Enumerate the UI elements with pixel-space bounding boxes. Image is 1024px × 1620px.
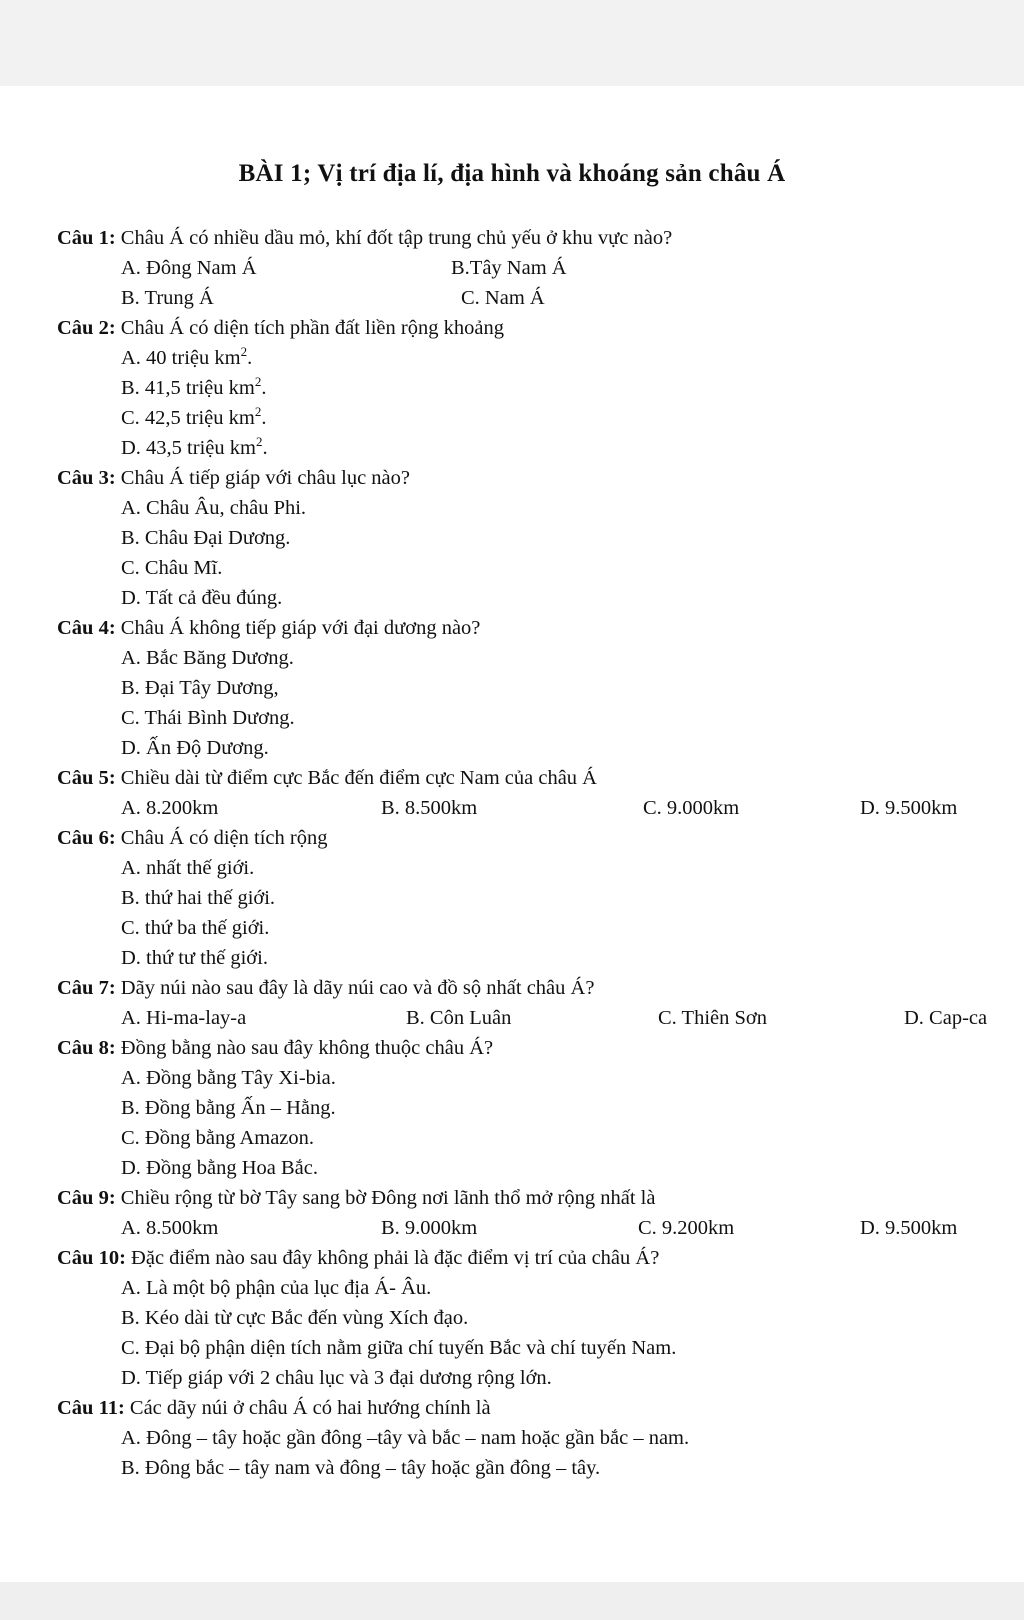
option-d: D. Ấn Độ Dương.	[121, 737, 269, 759]
option-c: C. 9.200km	[638, 1217, 735, 1239]
question-text: Châu Á có nhiều dầu mỏ, khí đốt tập trung chủ yếu ở khu vực nào?	[115, 227, 673, 249]
option-a: A. 8.500km	[121, 1217, 219, 1239]
page-title: BÀI 1; Vị trí địa lí, địa hình và khoáng sản châu Á	[238, 160, 786, 187]
option-row	[0, 1213, 1024, 1243]
question-text: Đặc điểm nào sau đây không phải là đặc điểm vị trí của châu Á?	[125, 1247, 660, 1269]
question-number: Câu 11:	[57, 1397, 125, 1419]
option-row	[0, 1003, 1024, 1033]
question-text: Đồng bằng nào sau đây không thuộc châu Á?	[115, 1037, 494, 1059]
top-margin	[0, 0, 1024, 86]
option-a: A. 8.200km	[121, 797, 219, 819]
option-b: B. 41,5 triệu $km^2$.	[121, 374, 267, 399]
option-c: C. Thái Bình Dương.	[121, 707, 295, 729]
question-7	[0, 973, 1024, 1003]
question-11	[0, 1393, 1024, 1423]
option-d: D. thứ tư thế giới.	[121, 947, 268, 969]
option-a: A. Là một bộ phận của lục địa Á- Âu.	[121, 1277, 432, 1299]
option-b: B.Tây Nam Á	[451, 257, 567, 279]
option-c: C. 42,5 triệu $km^2$.	[121, 404, 267, 429]
option-c: C. thứ ba thế giới.	[121, 917, 270, 939]
option-b: B. Đồng bằng Ấn – Hằng.	[121, 1097, 336, 1119]
option-c: C. 9.000km	[643, 797, 740, 819]
option-b: B. 8.500km	[381, 797, 478, 819]
question-text: Châu Á tiếp giáp với châu lục nào?	[115, 467, 411, 489]
option-d: D. 43,5 triệu $km^2$.	[121, 434, 268, 459]
option-a: A. Hi-ma-lay-a	[121, 1007, 247, 1029]
option-b: B. Kéo dài từ cực Bắc đến vùng Xích đạo.	[121, 1307, 469, 1329]
option-b: B. thứ hai thế giới.	[121, 887, 276, 909]
option-d: D. Tiếp giáp với 2 châu lục và 3 đại dương rộng lớn.	[121, 1367, 552, 1389]
question-list	[0, 223, 1024, 1483]
superscript: 2	[254, 404, 262, 420]
option-d: D. Đồng bằng Hoa Bắc.	[121, 1157, 318, 1179]
superscript: 2	[240, 344, 248, 360]
option-row	[0, 793, 1024, 823]
question-number: Câu 7:	[57, 977, 116, 999]
option-a: A. Đông – tây hoặc gần đông –tây và bắc – nam hoặc gần bắc – nam.	[121, 1427, 690, 1449]
question-3	[0, 463, 1024, 493]
question-number: Câu 8:	[57, 1037, 116, 1059]
question-4	[0, 613, 1024, 643]
question-text: Châu Á không tiếp giáp với đại dương nào?	[115, 617, 481, 639]
option-d: D. 9.500km	[860, 1217, 958, 1239]
question-number: Câu 9:	[57, 1187, 116, 1209]
question-5	[0, 763, 1024, 793]
bottom-margin	[0, 1582, 1024, 1620]
option-d: D. Tất cả đều đúng.	[121, 587, 283, 609]
question-number: Câu 6:	[57, 827, 116, 849]
question-9	[0, 1183, 1024, 1213]
option-b: B. Côn Luân	[406, 1007, 512, 1029]
superscript: 2	[254, 374, 262, 390]
option-a: A. Châu Âu, châu Phi.	[121, 497, 307, 519]
option-c: C. Đại bộ phận diện tích nằm giữa chí tuyến Bắc và chí tuyến Nam.	[121, 1337, 677, 1359]
question-number: Câu 5:	[57, 767, 116, 789]
option-a: A. Đông Nam Á	[121, 257, 257, 279]
option-c: C. Châu Mĩ.	[121, 557, 223, 579]
question-2	[0, 313, 1024, 343]
question-number: Câu 3:	[57, 467, 116, 489]
option-b: B. Đông bắc – tây nam và đông – tây hoặc gần đông – tây.	[121, 1457, 601, 1479]
question-8	[0, 1033, 1024, 1063]
option-a: A. nhất thế giới.	[121, 857, 255, 879]
question-text: Châu Á có diện tích phần đất liền rộng khoảng	[115, 317, 504, 339]
question-text: Các dãy núi ở châu Á có hai hướng chính là	[124, 1397, 491, 1419]
option-b: B. Châu Đại Dương.	[121, 527, 291, 549]
superscript: 2	[255, 434, 263, 450]
option-row	[0, 253, 1024, 283]
question-number: Câu 4:	[57, 617, 116, 639]
question-number: Câu 1:	[57, 227, 116, 249]
document-page	[0, 86, 1024, 1582]
question-text: Châu Á có diện tích rộng	[115, 827, 328, 849]
question-6	[0, 823, 1024, 853]
option-b: B. 9.000km	[381, 1217, 478, 1239]
question-number: Câu 2:	[57, 317, 116, 339]
option-b: B. Trung Á	[121, 287, 214, 309]
option-b: B. Đại Tây Dương,	[121, 677, 279, 699]
question-10	[0, 1243, 1024, 1273]
question-text: Chiều dài từ điểm cực Bắc đến điểm cực Nam của châu Á	[115, 767, 597, 789]
option-d: D. 9.500km	[860, 797, 958, 819]
question-number: Câu 10:	[57, 1247, 126, 1269]
option-a: A. 40 triệu $km^2$.	[121, 344, 253, 369]
option-a: A. Bắc Băng Dương.	[121, 647, 294, 669]
option-c: C. Thiên Sơn	[658, 1007, 767, 1029]
option-a: A. Đồng bằng Tây Xi-bia.	[121, 1067, 336, 1089]
option-row	[0, 283, 1024, 313]
question-1	[0, 223, 1024, 253]
option-d: D. Cap-ca	[904, 1007, 988, 1029]
option-c: C. Đồng bằng Amazon.	[121, 1127, 315, 1149]
question-text: Dãy núi nào sau đây là dãy núi cao và đồ sộ nhất châu Á?	[115, 977, 595, 999]
question-text: Chiều rộng từ bờ Tây sang bờ Đông nơi lãnh thổ mở rộng nhất là	[115, 1187, 656, 1209]
option-c: C. Nam Á	[461, 287, 545, 309]
